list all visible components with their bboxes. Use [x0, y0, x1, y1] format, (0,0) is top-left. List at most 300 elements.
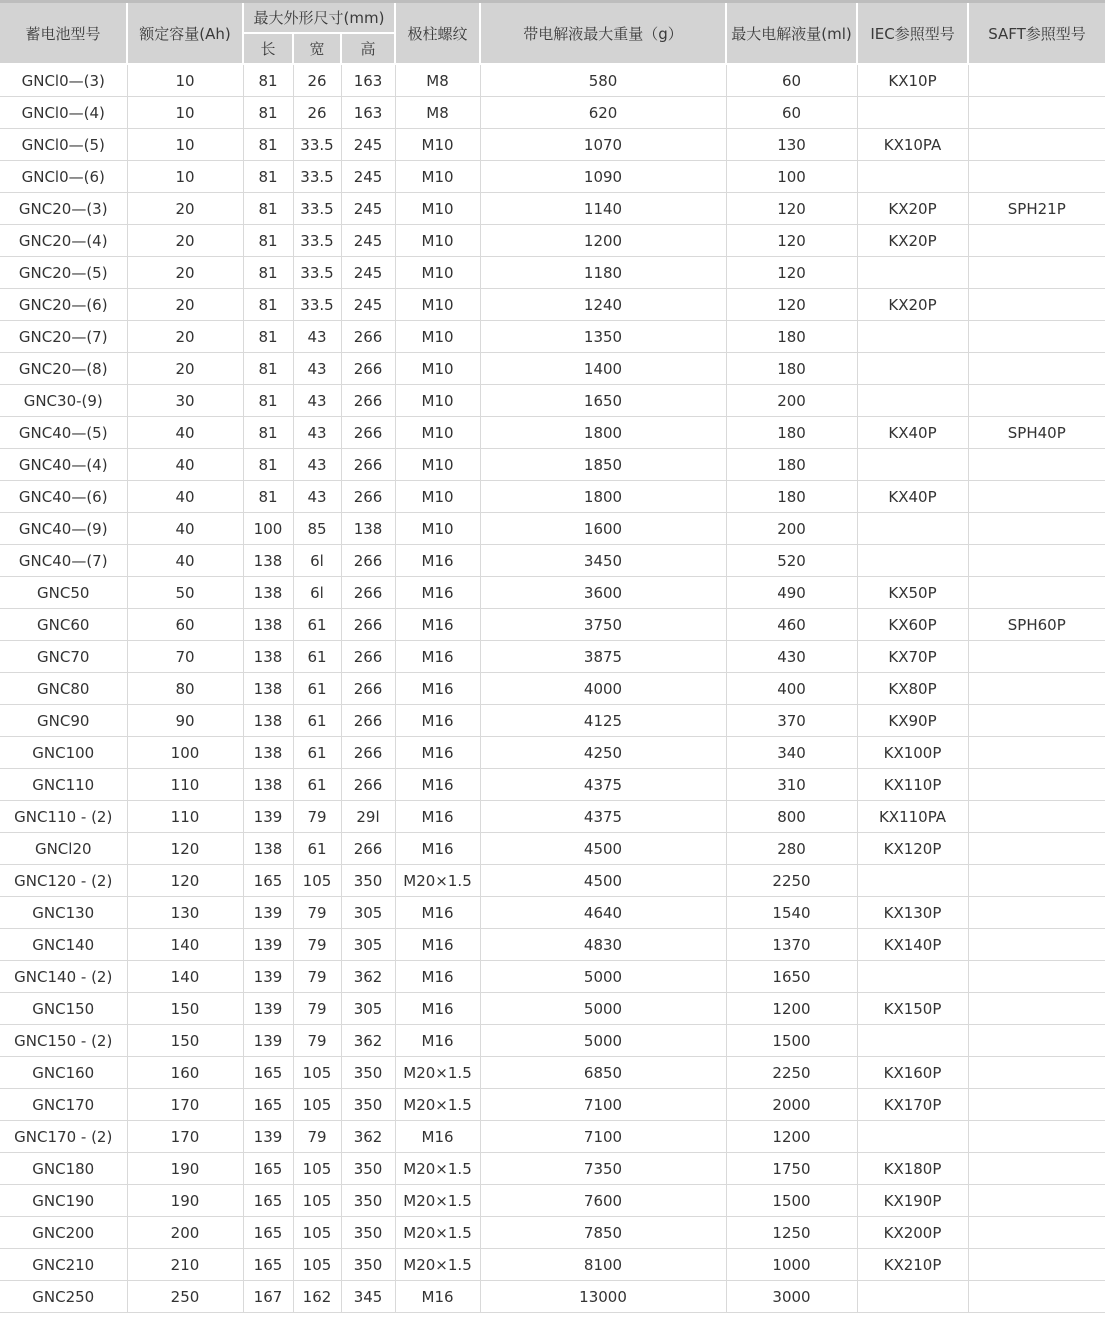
table-cell: 305: [341, 929, 395, 961]
table-cell: GNC190: [0, 1185, 127, 1217]
table-cell: 350: [341, 1057, 395, 1089]
table-row: [0, 417, 1105, 449]
table-cell: 400: [726, 673, 857, 705]
table-cell: 350: [341, 865, 395, 897]
table-cell: 20: [127, 289, 243, 321]
table-cell: 130: [726, 129, 857, 161]
table-cell: 81: [243, 353, 293, 385]
table-cell: 33.5: [293, 289, 341, 321]
table-cell: 4000: [480, 673, 726, 705]
column-header-length: 长: [243, 33, 293, 64]
table-row: [0, 449, 1105, 481]
table-cell: 170: [127, 1121, 243, 1153]
table-cell: 105: [293, 1089, 341, 1121]
table-cell: [857, 865, 968, 897]
table-cell: 180: [726, 353, 857, 385]
table-cell: 245: [341, 257, 395, 289]
table-cell: 350: [341, 1249, 395, 1281]
table-cell: 60: [726, 97, 857, 129]
table-cell: GNC200: [0, 1217, 127, 1249]
table-cell: 6850: [480, 1057, 726, 1089]
table-cell: 61: [293, 673, 341, 705]
table-cell: KX40P: [857, 481, 968, 513]
table-cell: 266: [341, 417, 395, 449]
table-cell: GNC140: [0, 929, 127, 961]
table-cell: 165: [243, 865, 293, 897]
table-cell: M10: [395, 257, 480, 289]
column-header-height: 高: [341, 33, 395, 64]
table-cell: [968, 801, 1105, 833]
table-cell: M10: [395, 481, 480, 513]
table-cell: 170: [127, 1089, 243, 1121]
table-cell: 100: [243, 513, 293, 545]
table-cell: M16: [395, 1121, 480, 1153]
table-cell: [968, 449, 1105, 481]
table-row: [0, 481, 1105, 513]
table-cell: 165: [243, 1153, 293, 1185]
table-cell: 81: [243, 289, 293, 321]
table-cell: 180: [726, 481, 857, 513]
table-cell: GNC30-(9): [0, 385, 127, 417]
table-cell: 370: [726, 705, 857, 737]
table-cell: M16: [395, 897, 480, 929]
table-cell: KX60P: [857, 609, 968, 641]
table-cell: 81: [243, 225, 293, 257]
table-cell: M20×1.5: [395, 1089, 480, 1121]
table-cell: [968, 705, 1105, 737]
table-cell: [968, 353, 1105, 385]
table-cell: 110: [127, 769, 243, 801]
table-cell: 1850: [480, 449, 726, 481]
table-cell: M16: [395, 993, 480, 1025]
table-cell: 350: [341, 1089, 395, 1121]
table-row: [0, 64, 1105, 97]
table-cell: [968, 513, 1105, 545]
table-cell: 1200: [726, 1121, 857, 1153]
table-cell: 4375: [480, 769, 726, 801]
column-header-capacity: 额定容量(Ah): [127, 2, 243, 65]
table-cell: 120: [726, 257, 857, 289]
table-cell: 1090: [480, 161, 726, 193]
table-cell: 1070: [480, 129, 726, 161]
table-cell: 266: [341, 673, 395, 705]
table-cell: 138: [243, 641, 293, 673]
table-header: [0, 2, 1105, 65]
table-cell: 29l: [341, 801, 395, 833]
table-cell: 138: [243, 673, 293, 705]
table-cell: 266: [341, 449, 395, 481]
table-row: [0, 705, 1105, 737]
table-cell: KX10P: [857, 64, 968, 97]
table-cell: [968, 641, 1105, 673]
table-cell: 200: [726, 385, 857, 417]
table-cell: 3600: [480, 577, 726, 609]
table-cell: M10: [395, 193, 480, 225]
table-cell: GNC20—(4): [0, 225, 127, 257]
table-cell: M10: [395, 353, 480, 385]
table-cell: 266: [341, 577, 395, 609]
table-cell: 580: [480, 64, 726, 97]
table-row: [0, 961, 1105, 993]
table-cell: [968, 129, 1105, 161]
table-cell: M20×1.5: [395, 1057, 480, 1089]
table-cell: M10: [395, 161, 480, 193]
table-cell: 26: [293, 64, 341, 97]
table-cell: 280: [726, 833, 857, 865]
table-cell: 61: [293, 641, 341, 673]
table-row: [0, 673, 1105, 705]
table-cell: 305: [341, 897, 395, 929]
table-cell: [968, 289, 1105, 321]
table-cell: GNC20—(6): [0, 289, 127, 321]
table-cell: 7350: [480, 1153, 726, 1185]
table-cell: M16: [395, 833, 480, 865]
table-cell: [968, 1121, 1105, 1153]
table-cell: KX40P: [857, 417, 968, 449]
table-cell: [968, 993, 1105, 1025]
table-cell: 81: [243, 417, 293, 449]
table-cell: 43: [293, 481, 341, 513]
table-row: [0, 865, 1105, 897]
table-cell: 81: [243, 385, 293, 417]
table-cell: 163: [341, 64, 395, 97]
table-cell: GNC90: [0, 705, 127, 737]
table-cell: 163: [341, 97, 395, 129]
table-cell: 138: [243, 545, 293, 577]
table-cell: 165: [243, 1185, 293, 1217]
table-cell: 190: [127, 1153, 243, 1185]
table-cell: GNC20—(5): [0, 257, 127, 289]
table-cell: 1540: [726, 897, 857, 929]
table-row: [0, 1249, 1105, 1281]
table-cell: 165: [243, 1217, 293, 1249]
table-cell: 6l: [293, 545, 341, 577]
table-cell: [968, 97, 1105, 129]
table-cell: 100: [726, 161, 857, 193]
table-cell: 33.5: [293, 257, 341, 289]
table-cell: 4375: [480, 801, 726, 833]
table-cell: GNC100: [0, 737, 127, 769]
table-cell: 210: [127, 1249, 243, 1281]
table-cell: [968, 1089, 1105, 1121]
table-row: [0, 1025, 1105, 1057]
table-cell: 13000: [480, 1281, 726, 1313]
table-cell: 245: [341, 161, 395, 193]
table-cell: 43: [293, 385, 341, 417]
table-cell: 79: [293, 801, 341, 833]
table-cell: 620: [480, 97, 726, 129]
table-cell: [968, 1185, 1105, 1217]
table-cell: KX170P: [857, 1089, 968, 1121]
table-cell: 7600: [480, 1185, 726, 1217]
table-cell: GNC150 - (2): [0, 1025, 127, 1057]
table-cell: 10: [127, 64, 243, 97]
table-row: [0, 737, 1105, 769]
table-cell: GNCl20: [0, 833, 127, 865]
table-cell: M10: [395, 449, 480, 481]
table-cell: KX180P: [857, 1153, 968, 1185]
table-cell: 1600: [480, 513, 726, 545]
table-cell: GNC130: [0, 897, 127, 929]
table-cell: [968, 673, 1105, 705]
table-cell: SPH60P: [968, 609, 1105, 641]
table-cell: KX50P: [857, 577, 968, 609]
table-cell: 139: [243, 993, 293, 1025]
table-cell: 61: [293, 705, 341, 737]
table-cell: KX160P: [857, 1057, 968, 1089]
table-cell: KX200P: [857, 1217, 968, 1249]
table-cell: KX70P: [857, 641, 968, 673]
table-cell: 100: [127, 737, 243, 769]
table-cell: 138: [243, 705, 293, 737]
table-cell: 4500: [480, 865, 726, 897]
column-header-weight: 带电解液最大重量（g）: [480, 2, 726, 65]
table-cell: GNC80: [0, 673, 127, 705]
table-cell: M16: [395, 737, 480, 769]
table-cell: KX20P: [857, 289, 968, 321]
table-cell: 4640: [480, 897, 726, 929]
table-cell: [968, 737, 1105, 769]
table-row: [0, 1217, 1105, 1249]
table-cell: 81: [243, 161, 293, 193]
table-cell: 200: [726, 513, 857, 545]
column-header-model: 蓄电池型号: [0, 2, 127, 65]
table-cell: 180: [726, 449, 857, 481]
table-cell: GNC180: [0, 1153, 127, 1185]
table-cell: 4250: [480, 737, 726, 769]
table-cell: 7100: [480, 1121, 726, 1153]
table-cell: 105: [293, 1217, 341, 1249]
table-cell: 3000: [726, 1281, 857, 1313]
table-cell: 150: [127, 1025, 243, 1057]
column-header-width: 宽: [293, 33, 341, 64]
table-cell: [968, 64, 1105, 97]
table-cell: 81: [243, 64, 293, 97]
table-cell: [968, 385, 1105, 417]
table-cell: M20×1.5: [395, 1185, 480, 1217]
table-cell: 3875: [480, 641, 726, 673]
table-cell: 520: [726, 545, 857, 577]
table-cell: GNC40—(7): [0, 545, 127, 577]
column-header-iec: IEC参照型号: [857, 2, 968, 65]
table-cell: 79: [293, 929, 341, 961]
table-cell: GNC50: [0, 577, 127, 609]
table-cell: 105: [293, 1249, 341, 1281]
table-cell: 105: [293, 1057, 341, 1089]
table-cell: [857, 385, 968, 417]
table-cell: KX20P: [857, 225, 968, 257]
table-cell: 160: [127, 1057, 243, 1089]
table-cell: 33.5: [293, 193, 341, 225]
table-cell: 105: [293, 865, 341, 897]
table-cell: 130: [127, 897, 243, 929]
table-cell: [968, 1281, 1105, 1313]
table-cell: 79: [293, 961, 341, 993]
table-cell: M10: [395, 417, 480, 449]
table-cell: 10: [127, 129, 243, 161]
table-cell: 81: [243, 193, 293, 225]
table-cell: 138: [243, 577, 293, 609]
table-row: [0, 129, 1105, 161]
table-cell: GNC70: [0, 641, 127, 673]
table-cell: 81: [243, 97, 293, 129]
table-cell: 266: [341, 353, 395, 385]
table-cell: 33.5: [293, 161, 341, 193]
table-cell: 7850: [480, 1217, 726, 1249]
table-cell: 266: [341, 705, 395, 737]
table-cell: 90: [127, 705, 243, 737]
table-cell: 140: [127, 929, 243, 961]
table-cell: KX120P: [857, 833, 968, 865]
table-row: [0, 609, 1105, 641]
table-cell: 245: [341, 289, 395, 321]
table-cell: [968, 577, 1105, 609]
table-cell: [968, 1025, 1105, 1057]
table-cell: 40: [127, 417, 243, 449]
table-cell: KX140P: [857, 929, 968, 961]
table-cell: 266: [341, 833, 395, 865]
table-cell: 1200: [480, 225, 726, 257]
table-cell: 20: [127, 321, 243, 353]
table-cell: 245: [341, 129, 395, 161]
table-cell: 1650: [480, 385, 726, 417]
table-cell: M16: [395, 705, 480, 737]
table-cell: GNC40—(6): [0, 481, 127, 513]
table-cell: 81: [243, 257, 293, 289]
table-cell: [968, 929, 1105, 961]
table-cell: 20: [127, 225, 243, 257]
table-cell: 150: [127, 993, 243, 1025]
table-row: [0, 769, 1105, 801]
table-cell: 5000: [480, 993, 726, 1025]
table-cell: [968, 1057, 1105, 1089]
table-row: [0, 1121, 1105, 1153]
table-cell: 138: [243, 737, 293, 769]
table-cell: M10: [395, 385, 480, 417]
table-cell: GNCl0—(6): [0, 161, 127, 193]
table-cell: 430: [726, 641, 857, 673]
table-row: [0, 833, 1105, 865]
table-cell: KX210P: [857, 1249, 968, 1281]
table-row: [0, 513, 1105, 545]
table-cell: 138: [341, 513, 395, 545]
table-row: [0, 97, 1105, 129]
table-cell: KX190P: [857, 1185, 968, 1217]
table-cell: 310: [726, 769, 857, 801]
column-header-thread: 极柱螺纹: [395, 2, 480, 65]
table-cell: KX80P: [857, 673, 968, 705]
table-cell: 40: [127, 513, 243, 545]
table-cell: [968, 833, 1105, 865]
table-cell: [857, 97, 968, 129]
table-cell: 3450: [480, 545, 726, 577]
table-cell: [968, 961, 1105, 993]
table-cell: 139: [243, 801, 293, 833]
table-cell: [968, 257, 1105, 289]
table-cell: 1400: [480, 353, 726, 385]
table-row: [0, 1185, 1105, 1217]
table-cell: 250: [127, 1281, 243, 1313]
table-cell: 139: [243, 1025, 293, 1057]
table-cell: 79: [293, 993, 341, 1025]
table-cell: 60: [127, 609, 243, 641]
table-cell: 120: [127, 865, 243, 897]
table-body: [0, 64, 1105, 1313]
table-cell: 362: [341, 961, 395, 993]
table-cell: 1800: [480, 481, 726, 513]
table-cell: KX90P: [857, 705, 968, 737]
table-cell: 1350: [480, 321, 726, 353]
table-cell: KX20P: [857, 193, 968, 225]
table-cell: M20×1.5: [395, 1249, 480, 1281]
table-cell: 2250: [726, 865, 857, 897]
table-cell: 800: [726, 801, 857, 833]
table-cell: M16: [395, 577, 480, 609]
table-cell: 10: [127, 97, 243, 129]
table-row: [0, 1057, 1105, 1089]
table-cell: 80: [127, 673, 243, 705]
table-cell: GNC110 - (2): [0, 801, 127, 833]
table-cell: 1500: [726, 1185, 857, 1217]
table-cell: 7100: [480, 1089, 726, 1121]
table-cell: 1240: [480, 289, 726, 321]
table-cell: GNC110: [0, 769, 127, 801]
table-cell: 362: [341, 1121, 395, 1153]
table-row: [0, 577, 1105, 609]
table-cell: 1250: [726, 1217, 857, 1249]
table-cell: 43: [293, 321, 341, 353]
table-cell: 245: [341, 193, 395, 225]
table-cell: [857, 961, 968, 993]
table-cell: 1200: [726, 993, 857, 1025]
table-cell: 120: [726, 289, 857, 321]
table-cell: 61: [293, 737, 341, 769]
table-cell: 79: [293, 897, 341, 929]
table-cell: 266: [341, 385, 395, 417]
table-cell: 1800: [480, 417, 726, 449]
table-cell: M16: [395, 545, 480, 577]
table-cell: 105: [293, 1185, 341, 1217]
table-row: [0, 929, 1105, 961]
table-cell: 79: [293, 1025, 341, 1057]
table-cell: [968, 1153, 1105, 1185]
table-cell: M16: [395, 961, 480, 993]
table-cell: 85: [293, 513, 341, 545]
table-cell: 6l: [293, 577, 341, 609]
table-row: [0, 321, 1105, 353]
header-row-top: [0, 2, 1105, 34]
table-cell: M16: [395, 1281, 480, 1313]
table-cell: M16: [395, 641, 480, 673]
table-cell: 5000: [480, 961, 726, 993]
table-cell: 8100: [480, 1249, 726, 1281]
table-cell: [968, 225, 1105, 257]
table-cell: 266: [341, 641, 395, 673]
table-cell: 165: [243, 1057, 293, 1089]
table-cell: 266: [341, 737, 395, 769]
table-cell: [968, 481, 1105, 513]
table-row: [0, 193, 1105, 225]
table-cell: 1750: [726, 1153, 857, 1185]
table-cell: 266: [341, 609, 395, 641]
table-cell: 50: [127, 577, 243, 609]
table-cell: [857, 353, 968, 385]
table-cell: [857, 545, 968, 577]
table-cell: [857, 1025, 968, 1057]
table-cell: 81: [243, 481, 293, 513]
table-cell: SPH40P: [968, 417, 1105, 449]
table-cell: GNC120 - (2): [0, 865, 127, 897]
